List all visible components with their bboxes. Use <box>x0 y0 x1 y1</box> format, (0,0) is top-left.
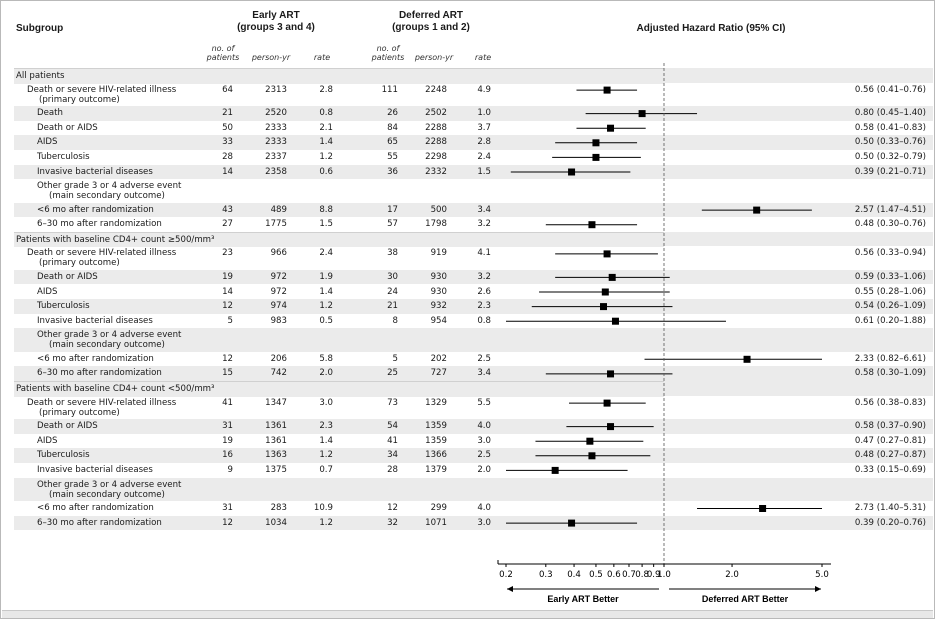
early-rate-value: 0.5 <box>319 315 333 326</box>
deferred-rate-value: 4.9 <box>477 84 491 95</box>
deferred-personyr-value: 299 <box>430 503 447 513</box>
early-patients-value: 12 <box>222 353 233 364</box>
early-patients-value: 12 <box>222 301 233 312</box>
early-rate-value: 1.4 <box>319 286 333 297</box>
hazard-ratio-value: 0.61 (0.20–1.88) <box>854 315 926 326</box>
deferred-rate-value: 2.0 <box>477 464 491 475</box>
deferred-art-header-line1: Deferred ART <box>398 10 464 21</box>
hazard-ratio-value: 0.58 (0.37–0.90) <box>854 421 926 432</box>
hr-point-marker <box>552 467 559 474</box>
early-patients-value: 5 <box>227 315 233 326</box>
deferred-rate-value: 2.5 <box>477 450 491 461</box>
hr-point-marker <box>744 356 751 363</box>
early-patients-value: 9 <box>227 464 233 475</box>
early-personyr-value: 283 <box>270 503 287 513</box>
deferred-rate-value: 1.0 <box>477 108 491 119</box>
early-personyr-value: 1361 <box>265 421 287 432</box>
hazard-ratio-value: 0.58 (0.30–1.09) <box>854 368 926 379</box>
x-axis-tick-label: 5.0 <box>815 570 829 580</box>
early-patients-subheader-line2: patients <box>206 53 240 62</box>
deferred-patients-value: 41 <box>387 435 398 446</box>
deferred-rate-value: 2.5 <box>477 353 491 364</box>
subgroup-label: Death or AIDS <box>37 271 98 282</box>
hr-point-marker <box>607 370 614 377</box>
deferred-personyr-value: 919 <box>430 248 447 259</box>
early-personyr-value: 489 <box>270 204 287 215</box>
hr-point-marker <box>759 505 766 512</box>
deferred-personyr-subheader: person-yr <box>414 53 454 62</box>
subgroup-sublabel: (primary outcome) <box>39 94 120 105</box>
hr-point-marker <box>604 400 611 407</box>
early-art-better-label: Early ART Better <box>547 594 619 604</box>
deferred-rate-value: 2.8 <box>477 137 491 148</box>
x-axis-tick-label: 0.6 <box>607 570 621 580</box>
early-personyr-value: 972 <box>270 271 287 282</box>
deferred-personyr-value: 2288 <box>425 137 447 148</box>
subgroup-label: AIDS <box>37 435 58 446</box>
subgroup-label: AIDS <box>37 137 58 148</box>
early-rate-value: 1.9 <box>319 271 333 282</box>
hazard-ratio-value: 2.73 (1.40–5.31) <box>854 503 926 513</box>
early-art-header-line2: (groups 3 and 4) <box>237 22 315 33</box>
deferred-art-better-label: Deferred ART Better <box>701 594 789 604</box>
x-axis-tick-label: 0.7 <box>622 570 636 580</box>
early-patients-value: 33 <box>222 137 233 148</box>
subgroup-label: 6–30 mo after randomization <box>37 219 162 230</box>
deferred-patients-value: 65 <box>387 137 398 148</box>
early-rate-value: 2.3 <box>319 421 333 432</box>
deferred-personyr-value: 202 <box>430 353 447 364</box>
section-label: Patients with baseline CD4+ count <500/mm³ <box>16 384 215 394</box>
subgroup-label: Death or AIDS <box>37 122 98 133</box>
early-art-header-line1: Early ART <box>252 10 300 21</box>
early-rate-value: 2.8 <box>319 84 333 95</box>
deferred-patients-value: 73 <box>387 397 398 408</box>
early-patients-value: 16 <box>222 450 233 461</box>
deferred-personyr-value: 500 <box>430 204 447 215</box>
hazard-ratio-value: 0.50 (0.32–0.79) <box>854 151 926 162</box>
early-personyr-value: 1034 <box>265 517 287 528</box>
x-axis-tick-label: 0.8 <box>635 570 649 580</box>
hazard-ratio-value: 0.50 (0.33–0.76) <box>854 137 926 148</box>
hr-point-marker <box>586 438 593 445</box>
deferred-patients-value: 84 <box>387 122 398 133</box>
early-personyr-value: 2333 <box>265 122 287 133</box>
hr-point-marker <box>753 207 760 214</box>
early-personyr-value: 742 <box>270 368 287 379</box>
early-personyr-value: 2520 <box>265 108 287 119</box>
hazard-ratio-value: 0.80 (0.45–1.40) <box>854 108 926 119</box>
x-axis-tick-label: 0.5 <box>589 570 603 580</box>
deferred-personyr-value: 2332 <box>425 166 447 177</box>
deferred-personyr-value: 727 <box>430 368 447 379</box>
early-rate-value: 8.8 <box>319 204 333 215</box>
hazard-ratio-value: 0.56 (0.38–0.83) <box>854 397 926 408</box>
deferred-personyr-value: 2298 <box>425 151 447 162</box>
deferred-personyr-value: 954 <box>430 315 447 326</box>
early-patients-value: 12 <box>222 517 233 528</box>
early-personyr-value: 1775 <box>265 219 287 230</box>
early-patients-value: 19 <box>222 435 233 446</box>
hr-point-marker <box>639 110 646 117</box>
deferred-patients-value: 38 <box>387 248 398 259</box>
hazard-ratio-value: 2.33 (0.82–6.61) <box>854 353 926 364</box>
deferred-patients-value: 5 <box>392 353 398 364</box>
subgroup-label: 6–30 mo after randomization <box>37 517 162 528</box>
deferred-rate-value: 2.4 <box>477 151 491 162</box>
early-personyr-value: 983 <box>270 315 287 326</box>
deferred-rate-value: 1.5 <box>477 166 491 177</box>
subgroup-sublabel: (main secondary outcome) <box>49 191 165 202</box>
x-axis-tick-label: 0.3 <box>538 570 553 580</box>
hazard-ratio-value: 0.54 (0.26–1.09) <box>854 301 926 312</box>
hr-point-marker <box>612 318 619 325</box>
hr-point-marker <box>609 274 616 281</box>
deferred-patients-value: 26 <box>387 108 398 119</box>
deferred-rate-subheader: rate <box>474 53 492 62</box>
deferred-patients-value: 28 <box>387 464 398 475</box>
hazard-ratio-value: 0.48 (0.30–0.76) <box>854 219 926 230</box>
early-patients-value: 23 <box>222 248 233 259</box>
subgroup-label: Death <box>37 108 63 119</box>
subgroup-label: Other grade 3 or 4 adverse event <box>37 181 182 192</box>
figure-footer-bar <box>2 610 933 619</box>
deferred-personyr-value: 1329 <box>425 397 447 408</box>
section-label: Patients with baseline CD4+ count ≥500/mm³ <box>16 234 215 245</box>
hr-point-marker <box>604 250 611 257</box>
subgroup-label: <6 mo after randomization <box>37 503 154 513</box>
subgroup-sublabel: (main secondary outcome) <box>49 489 165 500</box>
hazard-ratio-plot <box>1 1 934 618</box>
early-patients-value: 21 <box>222 108 233 119</box>
deferred-rate-value: 3.4 <box>477 204 491 215</box>
hr-point-marker <box>568 169 575 176</box>
hr-point-marker <box>588 452 595 459</box>
early-patients-value: 15 <box>222 368 233 379</box>
deferred-rate-value: 4.0 <box>477 503 491 513</box>
early-rate-value: 1.2 <box>319 301 333 312</box>
early-rate-value: 1.2 <box>319 517 333 528</box>
hazard-ratio-value: 2.57 (1.47–4.51) <box>854 204 926 215</box>
subgroup-label: AIDS <box>37 286 58 297</box>
deferred-rate-value: 2.6 <box>477 286 491 297</box>
deferred-patients-subheader-line1: no. of <box>376 44 400 53</box>
hr-point-marker <box>592 139 599 146</box>
hazard-ratio-value: 0.47 (0.27–0.81) <box>854 435 926 446</box>
subgroup-sublabel: (primary outcome) <box>39 258 120 269</box>
deferred-patients-value: 24 <box>387 286 398 297</box>
hazard-ratio-value: 0.39 (0.20–0.76) <box>854 517 926 528</box>
hazard-ratio-value: 0.56 (0.41–0.76) <box>854 84 926 95</box>
early-rate-value: 1.4 <box>319 435 333 446</box>
subgroup-label: Tuberculosis <box>37 301 90 312</box>
early-rate-value: 10.9 <box>313 503 333 513</box>
subgroup-label: Tuberculosis <box>37 151 90 162</box>
deferred-patients-value: 12 <box>387 503 398 513</box>
deferred-personyr-value: 1071 <box>425 517 447 528</box>
early-patients-value: 31 <box>222 503 233 513</box>
hazard-ratio-value: 0.59 (0.33–1.06) <box>854 271 926 282</box>
deferred-personyr-value: 2288 <box>425 122 447 133</box>
deferred-personyr-value: 2248 <box>425 84 447 95</box>
deferred-rate-value: 2.3 <box>477 301 491 312</box>
deferred-personyr-value: 930 <box>430 286 447 297</box>
early-rate-value: 0.7 <box>319 464 333 475</box>
hazard-ratio-value: 0.58 (0.41–0.83) <box>854 122 926 133</box>
early-personyr-value: 1375 <box>265 464 287 475</box>
early-patients-value: 14 <box>222 286 233 297</box>
deferred-rate-value: 3.0 <box>477 517 491 528</box>
subgroup-label: <6 mo after randomization <box>37 353 154 364</box>
early-personyr-value: 2358 <box>265 166 287 177</box>
deferred-rate-value: 3.2 <box>477 271 491 282</box>
early-rate-value: 0.6 <box>319 166 333 177</box>
subgroup-sublabel: (main secondary outcome) <box>49 340 165 351</box>
subgroup-label: Invasive bacterial diseases <box>37 315 153 326</box>
early-rate-value: 3.0 <box>319 397 333 408</box>
subgroup-label: Death or severe HIV-related illness <box>27 84 177 95</box>
hr-point-marker <box>568 520 575 527</box>
early-personyr-value: 1347 <box>265 397 287 408</box>
hr-point-marker <box>602 289 609 296</box>
deferred-personyr-value: 1798 <box>425 219 447 230</box>
subgroup-label: Other grade 3 or 4 adverse event <box>37 330 182 341</box>
deferred-patients-value: 57 <box>387 219 398 230</box>
deferred-patients-value: 55 <box>387 151 398 162</box>
early-rate-value: 2.1 <box>319 122 333 133</box>
deferred-patients-value: 36 <box>387 166 398 177</box>
deferred-patients-subheader-line2: patients <box>371 53 405 62</box>
deferred-patients-value: 30 <box>387 271 398 282</box>
hazard-ratio-value: 0.48 (0.27–0.87) <box>854 450 926 461</box>
deferred-patients-value: 21 <box>387 301 398 312</box>
early-rate-subheader: rate <box>313 53 331 62</box>
deferred-art-better-arrow <box>669 586 821 592</box>
deferred-patients-value: 8 <box>392 315 398 326</box>
deferred-personyr-value: 932 <box>430 301 447 312</box>
early-rate-value: 1.2 <box>319 450 333 461</box>
early-patients-value: 27 <box>222 219 233 230</box>
deferred-personyr-value: 1359 <box>425 421 447 432</box>
early-rate-value: 2.4 <box>319 248 333 259</box>
deferred-patients-value: 32 <box>387 517 398 528</box>
hr-point-marker <box>607 423 614 430</box>
early-personyr-value: 1363 <box>265 450 287 461</box>
hr-point-marker <box>588 221 595 228</box>
deferred-rate-value: 3.0 <box>477 435 491 446</box>
section-label: All patients <box>16 71 65 81</box>
early-patients-value: 19 <box>222 271 233 282</box>
deferred-rate-value: 5.5 <box>477 397 491 408</box>
subgroup-label: Invasive bacterial diseases <box>37 166 153 177</box>
subgroup-label: Other grade 3 or 4 adverse event <box>37 479 182 490</box>
deferred-rate-value: 3.4 <box>477 368 491 379</box>
early-rate-value: 1.2 <box>319 151 333 162</box>
deferred-patients-value: 25 <box>387 368 398 379</box>
deferred-rate-value: 4.0 <box>477 421 491 432</box>
x-axis-tick-label: 1.0 <box>657 570 671 580</box>
hazard-ratio-header: Adjusted Hazard Ratio (95% CI) <box>636 23 786 34</box>
subgroup-label: Death or severe HIV-related illness <box>27 248 177 259</box>
deferred-patients-value: 34 <box>387 450 398 461</box>
subgroup-label: 6–30 mo after randomization <box>37 368 162 379</box>
hr-point-marker <box>607 125 614 132</box>
early-patients-subheader-line1: no. of <box>211 44 235 53</box>
early-personyr-value: 2333 <box>265 137 287 148</box>
x-axis-tick-label: 2.0 <box>725 570 739 580</box>
deferred-patients-value: 17 <box>387 204 398 215</box>
subgroup-label: Death or severe HIV-related illness <box>27 397 177 408</box>
early-patients-value: 14 <box>222 166 233 177</box>
early-patients-value: 64 <box>222 84 233 95</box>
early-patients-value: 41 <box>222 397 233 408</box>
deferred-patients-value: 54 <box>387 421 398 432</box>
early-rate-value: 2.0 <box>319 368 333 379</box>
early-rate-value: 1.5 <box>319 219 333 230</box>
deferred-rate-value: 3.2 <box>477 219 491 230</box>
early-patients-value: 50 <box>222 122 233 133</box>
subgroup-label: Death or AIDS <box>37 421 98 432</box>
deferred-personyr-value: 1359 <box>425 435 447 446</box>
deferred-rate-value: 0.8 <box>477 315 491 326</box>
deferred-personyr-value: 930 <box>430 271 447 282</box>
x-axis-tick-label: 0.4 <box>567 570 581 580</box>
early-rate-value: 1.4 <box>319 137 333 148</box>
deferred-rate-value: 3.7 <box>477 122 491 133</box>
early-patients-value: 28 <box>222 151 233 162</box>
hr-point-marker <box>592 154 599 161</box>
early-patients-value: 31 <box>222 421 233 432</box>
hazard-ratio-value: 0.33 (0.15–0.69) <box>854 464 926 475</box>
hr-point-marker <box>600 303 607 310</box>
subgroup-header: Subgroup <box>16 23 64 34</box>
early-personyr-value: 206 <box>270 353 287 364</box>
early-personyr-value: 972 <box>270 286 287 297</box>
early-personyr-value: 974 <box>270 301 287 312</box>
hazard-ratio-value: 0.39 (0.21–0.71) <box>854 166 926 177</box>
early-personyr-value: 1361 <box>265 435 287 446</box>
hazard-ratio-value: 0.56 (0.33–0.94) <box>854 248 926 259</box>
early-rate-value: 5.8 <box>319 353 333 364</box>
early-personyr-value: 2337 <box>265 151 287 162</box>
deferred-personyr-value: 1379 <box>425 464 447 475</box>
hr-point-marker <box>604 87 611 94</box>
x-axis-tick-label: 0.9 <box>646 570 661 580</box>
subgroup-label: Invasive bacterial diseases <box>37 464 153 475</box>
early-art-better-arrow <box>507 586 659 592</box>
deferred-rate-value: 4.1 <box>477 248 491 259</box>
subgroup-sublabel: (primary outcome) <box>39 407 120 418</box>
early-personyr-value: 2313 <box>265 84 287 95</box>
x-axis-tick-label: 0.2 <box>499 570 513 580</box>
subgroup-label: <6 mo after randomization <box>37 204 154 215</box>
early-rate-value: 0.8 <box>319 108 333 119</box>
early-personyr-subheader: person-yr <box>251 53 291 62</box>
deferred-personyr-value: 2502 <box>425 108 447 119</box>
deferred-patients-value: 111 <box>381 84 398 95</box>
hazard-ratio-value: 0.55 (0.28–1.06) <box>854 286 926 297</box>
deferred-art-header-line2: (groups 1 and 2) <box>392 22 470 33</box>
early-patients-value: 43 <box>222 204 233 215</box>
deferred-personyr-value: 1366 <box>425 450 447 461</box>
early-personyr-value: 966 <box>270 248 287 259</box>
subgroup-label: Tuberculosis <box>37 450 90 461</box>
